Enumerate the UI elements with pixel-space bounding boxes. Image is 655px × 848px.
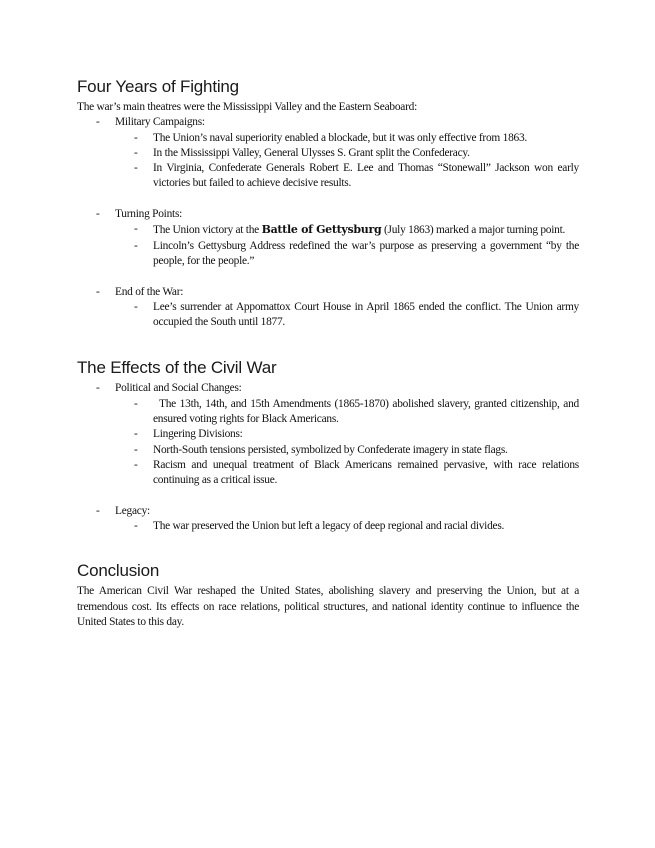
list-item bbox=[115, 146, 579, 161]
political-label: Political and Social Changes: bbox=[115, 382, 242, 395]
heading-conclusion: Conclusion bbox=[77, 561, 160, 581]
legacy-label: Legacy: bbox=[115, 504, 150, 517]
end-label: End of the War: bbox=[115, 285, 184, 298]
effects-list bbox=[77, 381, 579, 534]
bullet-dash: - bbox=[134, 397, 138, 410]
bullet-dash: - bbox=[134, 443, 138, 456]
list-item-military bbox=[77, 115, 579, 191]
bullet-dash: - bbox=[96, 208, 100, 221]
section-conclusion bbox=[77, 560, 579, 630]
item-text: In Virginia, Confederate Generals Robert E. Lee and Thomas “Stonewall” Jackson won early victories but failed to achieve decisive results. bbox=[153, 162, 579, 190]
list-item-turning bbox=[77, 207, 579, 269]
list-item bbox=[115, 161, 579, 192]
item-text: In the Mississippi Valley, General Ulysses S. Grant split the Confederacy. bbox=[153, 146, 470, 159]
bullet-dash: - bbox=[96, 116, 100, 129]
conclusion-paragraph: The American Civil War reshaped the United States, abolishing slavery and preserving the Union, but at a tremendous cost. Its effects on race relations, political structures, and national identity continue to influence the United States to this day. bbox=[77, 585, 579, 629]
list-item bbox=[115, 458, 579, 489]
bullet-dash: - bbox=[134, 131, 138, 144]
bullet-dash: - bbox=[134, 239, 138, 252]
item-text: Racism and unequal treatment of Black Americans remained pervasive, with race relations continuing as a critical issue. bbox=[153, 458, 579, 487]
section-effects bbox=[77, 357, 579, 534]
bullet-dash: - bbox=[134, 520, 138, 533]
list-item bbox=[115, 222, 579, 238]
list-item bbox=[115, 300, 579, 331]
heading-four-years: Four Years of Fighting bbox=[77, 77, 239, 96]
document-page bbox=[77, 76, 579, 630]
item-text: North-South tensions persisted, symbolized by Confederate imagery in state flags. bbox=[153, 443, 508, 456]
list-item bbox=[115, 443, 579, 458]
item-text: Lee’s surrender at Appomattox Court House in April 1865 ended the conflict. The Union army occupied the South until 1877. bbox=[153, 300, 579, 329]
list-item-end bbox=[77, 285, 579, 331]
list-item bbox=[115, 519, 579, 534]
item-text: The Union’s naval superiority enabled a blockade, but it was only effective from 1863. bbox=[153, 131, 528, 144]
bullet-dash: - bbox=[96, 285, 100, 298]
list-item bbox=[115, 131, 579, 146]
section-four-years bbox=[77, 76, 579, 330]
turning-label: Turning Points: bbox=[115, 208, 183, 221]
political-sublist bbox=[115, 397, 579, 489]
legacy-sublist bbox=[115, 519, 579, 534]
list-item bbox=[115, 239, 579, 270]
military-sublist bbox=[115, 131, 579, 192]
turning-sublist bbox=[115, 222, 579, 269]
bullet-dash: - bbox=[134, 223, 138, 236]
bullet-dash: - bbox=[134, 428, 138, 441]
item-text: The Union victory at the bbox=[153, 224, 262, 237]
item-text: (July 1863) marked a major turning point. bbox=[381, 224, 566, 237]
end-sublist bbox=[115, 300, 579, 331]
fighting-list bbox=[77, 115, 579, 330]
heading-effects: The Effects of the Civil War bbox=[77, 358, 277, 378]
item-text: The 13th, 14th, and 15th Amendments (1865-1870) abolished slavery, granted citizenship, and ensured voting rights for Black Americans. bbox=[153, 397, 579, 426]
gettysburg-bold: Battle of Gettysburg bbox=[261, 223, 382, 237]
item-text: Lingering Divisions: bbox=[153, 428, 243, 441]
bullet-dash: - bbox=[96, 504, 100, 517]
intro-paragraph: The war’s main theatres were the Mississippi Valley and the Eastern Seaboard: bbox=[77, 101, 417, 113]
list-item-legacy bbox=[77, 504, 579, 535]
list-item-political bbox=[77, 381, 579, 488]
bullet-dash: - bbox=[134, 162, 138, 175]
bullet-dash: - bbox=[96, 382, 100, 395]
bullet-dash: - bbox=[134, 146, 138, 159]
military-label: Military Campaigns: bbox=[115, 116, 205, 129]
list-item bbox=[115, 427, 579, 442]
bullet-dash: - bbox=[134, 300, 138, 313]
list-item bbox=[115, 397, 579, 428]
item-text: Lincoln’s Gettysburg Address redefined the war’s purpose as preserving a government “by the people, for the people.” bbox=[153, 239, 579, 267]
bullet-dash: - bbox=[134, 458, 138, 471]
item-text: The war preserved the Union but left a legacy of deep regional and racial divides. bbox=[153, 520, 505, 533]
